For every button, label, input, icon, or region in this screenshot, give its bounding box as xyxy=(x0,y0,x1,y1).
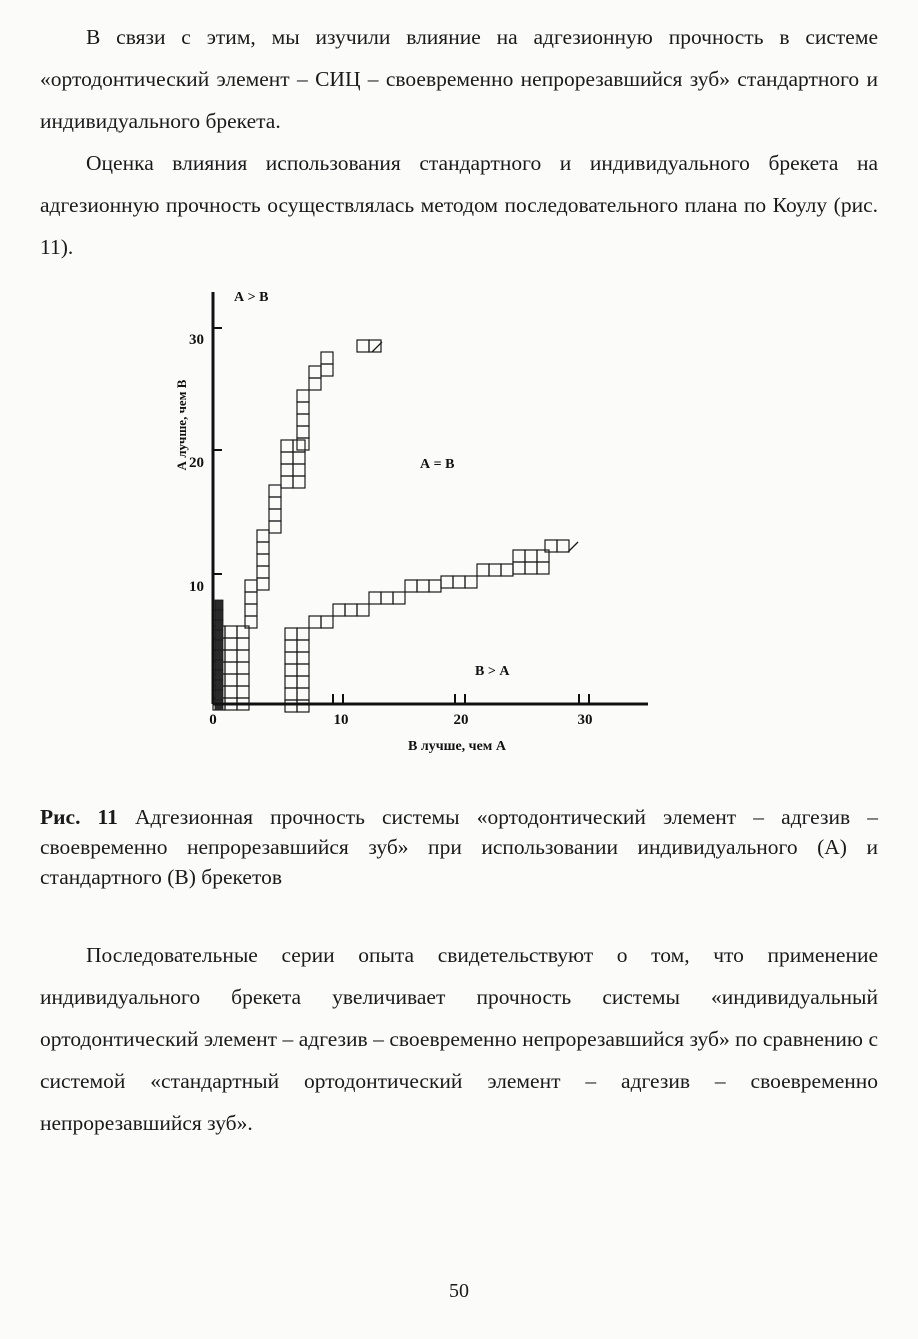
upper-grid-cell xyxy=(309,378,321,390)
lower-grid-cell xyxy=(513,550,525,562)
upper-grid-cell xyxy=(245,592,257,604)
upper-grid-cell xyxy=(245,580,257,592)
x-tick-label-10: 10 xyxy=(333,712,349,728)
lower-grid-cell xyxy=(417,580,429,592)
lower-grid-cell xyxy=(369,592,381,604)
lower-grid-cell xyxy=(297,700,309,712)
lower-grid-cell xyxy=(537,562,549,574)
lower-grid-cell xyxy=(285,688,297,700)
shaded-cell xyxy=(215,640,223,650)
upper-grid-cell xyxy=(225,650,237,662)
lower-grid-cell xyxy=(297,676,309,688)
upper-grid-cell xyxy=(257,542,269,554)
figure-caption xyxy=(40,802,878,892)
shaded-cells xyxy=(215,600,223,710)
upper-grid-cell xyxy=(297,402,309,414)
sequential-plan-figure xyxy=(160,280,660,760)
upper-grid-cell xyxy=(309,366,321,378)
lower-grid-cell xyxy=(297,652,309,664)
lower-grid-cell xyxy=(513,562,525,574)
upper-grid-cell xyxy=(257,566,269,578)
upper-grid-cell xyxy=(257,554,269,566)
x-axis-label: В лучше, чем А xyxy=(408,739,506,754)
shaded-cell xyxy=(215,650,223,660)
shaded-cell xyxy=(215,690,223,700)
upper-grid-cell xyxy=(237,686,249,698)
x-tick-label-0: 0 xyxy=(209,712,217,728)
upper-grid-cell xyxy=(281,464,293,476)
shaded-cell xyxy=(215,620,223,630)
lower-grid-cell xyxy=(489,564,501,576)
lower-grid-cell xyxy=(285,700,297,712)
upper-grid-cell xyxy=(257,530,269,542)
upper-grid-cell xyxy=(321,364,333,376)
page-number: 50 xyxy=(449,1280,469,1302)
lower-grid-cell xyxy=(285,676,297,688)
shaded-cell xyxy=(215,600,223,610)
upper-grid-cell xyxy=(225,626,237,638)
y-axis-label: А лучше, чем В xyxy=(174,379,189,471)
upper-grid-cell xyxy=(293,452,305,464)
shaded-cell xyxy=(215,670,223,680)
upper-grid-cell xyxy=(281,476,293,488)
upper-grid-cell xyxy=(237,674,249,686)
caption-label: Рис. 11 xyxy=(40,805,118,829)
lower-grid-cell xyxy=(477,564,489,576)
upper-grid-cell xyxy=(293,476,305,488)
shaded-cell xyxy=(215,610,223,620)
y-tick-label-10: 10 xyxy=(189,579,204,595)
upper-grid-cell xyxy=(281,440,293,452)
lower-grid-cell xyxy=(333,604,345,616)
x-tick-label-30: 30 xyxy=(577,712,593,728)
upper-grid-cell xyxy=(269,497,281,509)
lower-boundary-grid xyxy=(285,540,569,712)
lower-grid-cell xyxy=(557,540,569,552)
lower-grid-cell xyxy=(441,576,453,588)
lower-grid-cell xyxy=(285,664,297,676)
upper-grid-cell xyxy=(225,662,237,674)
shaded-cell xyxy=(215,660,223,670)
lower-grid-cell xyxy=(297,628,309,640)
upper-grid-cell xyxy=(369,340,381,352)
upper-grid-cell xyxy=(225,674,237,686)
upper-grid-cell xyxy=(281,452,293,464)
caption-text: Адгезионная прочность системы «ортодонтический элемент – адгезив – своевременно непрорезавшийся зуб» при использовании индивидуального (А) и стандартного (В) брекетов xyxy=(40,805,878,889)
upper-grid-cell xyxy=(269,509,281,521)
lower-grid-cell xyxy=(381,592,393,604)
lower-grid-cell xyxy=(297,664,309,676)
upper-grid-cell xyxy=(297,426,309,438)
lower-grid-cell xyxy=(297,688,309,700)
lower-grid-cell xyxy=(405,580,417,592)
lower-grid-cell xyxy=(285,628,297,640)
lower-grid-cell xyxy=(453,576,465,588)
lower-grid-cell xyxy=(297,640,309,652)
lower-grid-cell xyxy=(525,550,537,562)
region-label-a-gt-b: А > В xyxy=(234,290,269,305)
upper-grid-cell xyxy=(245,604,257,616)
paragraph-method: Оценка влияния использования стандартного и индивидуального брекета на адгезионную прочность осуществлялась методом последовательного плана по Коулу (рис. 11). xyxy=(40,151,878,259)
upper-grid-cell xyxy=(257,578,269,590)
lower-grid-cell xyxy=(345,604,357,616)
upper-grid-cell xyxy=(321,352,333,364)
upper-grid-cell xyxy=(225,686,237,698)
lower-grid-cell xyxy=(357,604,369,616)
paragraph-conclusion: Последовательные серии опыта свидетельствуют о том, что применение индивидуального брекета увеличивает прочность системы «индивидуальный ортодонтический элемент – адгезив – своевременно непрорезавшийся зуб» по сравнению с системой «стандартный ортодонтический элемент – адгезив – своевременно непрорезавшийся зуб». xyxy=(40,943,878,1135)
upper-grid-cell xyxy=(297,390,309,402)
upper-grid-cell xyxy=(237,650,249,662)
upper-grid-cell xyxy=(357,340,369,352)
upper-grid-cell xyxy=(237,662,249,674)
x-tick-label-20: 20 xyxy=(453,712,469,728)
lower-grid-cell xyxy=(309,616,321,628)
upper-grid-cell xyxy=(293,464,305,476)
shaded-cell xyxy=(215,630,223,640)
upper-grid-cell xyxy=(237,638,249,650)
upper-grid-cell xyxy=(225,638,237,650)
lower-grid-cell xyxy=(285,640,297,652)
upper-grid-cell xyxy=(269,485,281,497)
y-tick-label-30: 30 xyxy=(189,332,204,348)
upper-grid-cell xyxy=(269,521,281,533)
lower-grid-cell xyxy=(525,562,537,574)
lower-grid-cell xyxy=(285,652,297,664)
lower-grid-cell xyxy=(465,576,477,588)
lower-grid-cell xyxy=(321,616,333,628)
lower-grid-cell xyxy=(393,592,405,604)
paragraph-intro: В связи с этим, мы изучили влияние на адгезионную прочность в системе «ортодонтический элемент – СИЦ – своевременно непрорезавшийся зуб» стандартного и индивидуального брекета. xyxy=(40,25,878,133)
lower-grid-cell xyxy=(501,564,513,576)
region-label-a-eq-b: А = В xyxy=(420,457,455,472)
region-label-b-gt-a: В > А xyxy=(475,664,510,679)
shaded-cell xyxy=(215,680,223,690)
lower-grid-cell xyxy=(429,580,441,592)
y-tick-label-20: 20 xyxy=(189,455,204,471)
upper-grid-cell xyxy=(297,414,309,426)
